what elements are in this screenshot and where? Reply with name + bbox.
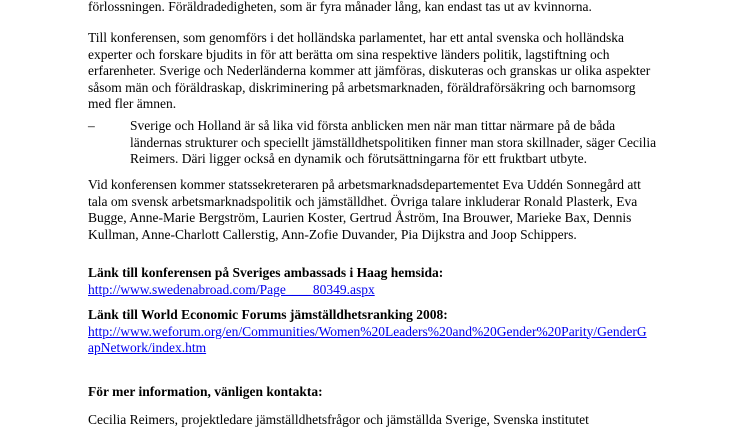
link-section-weforum bbox=[88, 307, 688, 357]
text-line: såsom män och föräldraskap, diskriminering på arbetsmarknaden, föräldraförsäkring och barnomsorg bbox=[88, 79, 636, 95]
link-line: http://www.weforum.org/en/Communities/Women%20Leaders%20and%20Gender%20Parity/GenderG bbox=[88, 323, 647, 339]
quote-dash: – bbox=[88, 118, 95, 133]
text-line: ländernas strukturer och speciellt jämställdhetspolitiken finner man stora skillnader, säger Cecilia bbox=[130, 134, 657, 150]
contact-cut-line bbox=[88, 412, 688, 429]
paragraph-quote bbox=[130, 118, 690, 168]
paragraph-top-cut bbox=[88, 0, 688, 16]
link-line: apNetwork/index.htm bbox=[88, 340, 207, 355]
weforum-link[interactable] bbox=[88, 324, 688, 341]
text-line: med fler ämnen. bbox=[88, 96, 177, 111]
text-line: förlossningen. Föräldradedigheten, som är fyra månader lång, kan endast tas ut av kvinnorna. bbox=[88, 0, 592, 14]
link-heading: Länk till konferensen på Sveriges ambassads i Haag hemsida: bbox=[88, 265, 444, 280]
text-line: Kullman, Anne-Charlott Callerstig, Ann-Zofie Duvander, Pia Dijkstra and Joop Schippers. bbox=[88, 226, 577, 242]
text-line: Reimers. Däri ligger också en dynamik och förutsättningarna för ett fruktbart utbyte. bbox=[130, 151, 587, 166]
link-section-embassy bbox=[88, 265, 688, 298]
text-line: tala om svensk arbetsmarknadspolitik och jämställdhet. Övriga talare inkluderar Ronald Plasterk, Eva bbox=[88, 193, 638, 209]
text-line: Sverige och Holland är så lika vid första anblicken men när man tittar närmare på de båda bbox=[130, 118, 616, 133]
text-line: Till konferensen, som genomförs i det holländska parlamentet, har ett antal svenska och holländska bbox=[88, 30, 624, 45]
text-line: Cecilia Reimers, projektledare jämställdhetsfrågor och jämställda Sverige, Svenska institutet bbox=[88, 412, 589, 427]
paragraph-conference bbox=[88, 30, 688, 113]
contact-section bbox=[88, 384, 688, 401]
link-heading: Länk till World Economic Forums jämställdhetsranking 2008: bbox=[88, 307, 448, 322]
text-line: Vid konferensen kommer statssekreteraren på arbetsmarknadsdepartementet Eva Uddén Sonnegård att bbox=[88, 177, 641, 192]
contact-heading: För mer information, vänligen kontakta: bbox=[88, 384, 323, 399]
weforum-link-continued[interactable] bbox=[88, 340, 688, 357]
embassy-link[interactable]: http://www.swedenabroad.com/Page____80349.aspx bbox=[88, 281, 375, 297]
paragraph-speakers bbox=[88, 177, 688, 243]
text-line: Bugge, Anne-Marie Bergström, Laurien Koster, Gertrud Åström, Ina Brouwer, Marieke Bax, Dennis bbox=[88, 210, 632, 225]
text-line: erfarenheter. Sverige och Nederländerna kommer att jämföras, diskuteras och granskas ur olika aspekter bbox=[88, 63, 651, 78]
text-line: experter och forskare bjudits in för att berätta om sina respektive länders politik, lagstiftning och bbox=[88, 46, 610, 62]
